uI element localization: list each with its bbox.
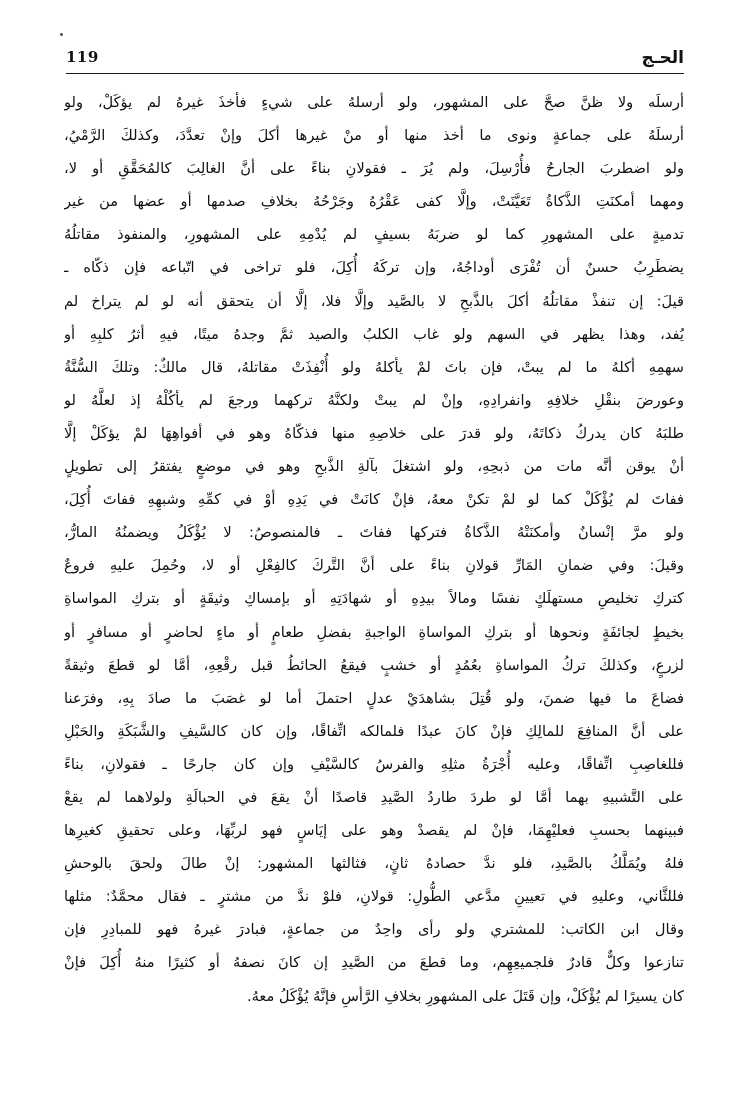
text-line: وقيلَ: وفي ضمانِ المَارِّ قولانِ بناءً على أنَّ التَّركَ كالفِعْلِ أو لا، وحُمِلَ عليهِ فروعٌ [64,557,684,575]
text-line-final: كان يسيرًا لم يُؤْكَلْ، وإن قَتَلَ على المشهورِ بخلافِ الرَّأسِ فإنَّهُ يُؤْكَلُ معهُ. [246,987,684,1005]
text-line: وقال ابن الكاتب: للمشتري ولو رأى واحِدٌ من جماعةٍ، فبادرَ غيرهُ فهو للمبادِرِ فإن [64,921,684,939]
running-head-chapter-title: الحـج [641,48,684,68]
text-line: فضاعَ ما فيها ضمنَ، ولو قُتِلَ بشاهدَيْ عدلٍ احتملَ أما لو غصَبَ ما صادَ بِهِ، وفرَعنا [64,689,684,707]
text-line: كتركِ تخليصِ مستهلَكٍ نفسًا ومالاً بيدِهِ أو شهادَتِهِ أو بإمساكِ وثيقَةٍ أو بتركِ المواساةِ [64,590,684,608]
text-line: قيلَ: إن تنفذْ مقاتلُهُ أكلَ بالذَّبحِ لا بالصَّيد وإلَّا فلا، إلَّا أن يتحقق أنه لو لم يتراخ لم [64,292,684,310]
text-line: تدميةٍ على المشهورِ كما لو ضربَهُ بسيفٍ لم يُدْمِهِ على المشهورِ، والمنفوذ مقاتلُهُ [64,226,684,244]
body-text [64,86,684,1013]
text-line: فللغاصِبِ اتِّفاقًا، وعليه أُجْرَةُ مثلِهِ والفرسُ كالسَّيْفِ وإن كان جارحًا ـ فقولانِ، بناءً [64,755,684,773]
text-line: على أنَّ المنافِعَ للمالِكِ فإنْ كانَ عبدًا فلمالكه اتِّفاقًا، وإن كان كالسَّيفِ والشَّبَكَةِ والحَبْلِ [64,722,684,740]
page-number: 119 [66,48,99,66]
text-line: ولو اضطربَ الجارحُ فأُرْسِلَ، ولم يُرَ ـ فقولانِ بناءً على أنَّ الغالِبَ كالمُحَقَّقِ أو لا، [64,160,684,178]
scan-speck [60,33,63,36]
text-line: ولو مرَّ إنْسانٌ وأمكنَتْهُ الذَّكاةُ فتركها ففاتَ ـ فالمنصوصُ: لا يُؤْكَلُ ويضمنُهُ المارُّ، [64,524,684,542]
header-rule [66,73,684,74]
text-line: أرسلَهُ على جماعةٍ ونوى ما أخذ منها أو منْ غيرها أكلَ وإنْ تعدَّدَ، وكذلكَ الرَّمْيُ، [64,127,684,145]
page-header [66,38,684,72]
text-line: طلبَهُ كان يدركُ ذكاتَهُ، ولو قدرَ على خلاصِهِ منها فذكّاهُ وهو في أفواهِهَا لمْ يؤكَلْ إلَّا [64,424,684,442]
text-line: يُفد، وهذا يظهر في السهم ولو غاب الكلبُ والصيد ثمَّ وجدهُ ميتًا، فيهِ أثرُ كلبِهِ أو [64,325,684,343]
text-line: تنازعوا وكلٌّ قادرٌ فلجميعِهِم، وما قطعَ من الصَّيدِ إن كانَ نصفهُ أو كثيرًا منهُ أُكِلَ فإنْ [64,954,684,972]
text-line: فبينهما بحسبِ فعليْهِمَا، فإنْ لم يقصدْ وهو على إيَاسٍ فهو لربِّهَا، وعلى تحقيقِ كغيرِها [64,822,684,840]
text-line: ومهما أمكنَتِ الذَّكاةُ تَعَيَّنَتْ، وإلَّا كفى عَقْرُهُ وجَرْحُهُ بخلافِ صدمها أو عضها من غير [64,193,684,211]
text-line: بخيطٍ لجائفَةٍ ونحوها أو بتركِ المواساةِ الواجبةِ بفضلِ طعامٍ أو ماءٍ لحاضرٍ أو مسافرٍ أو [64,623,684,641]
text-line: وعورضَ بنقْلِ خلافِهِ وانفرادِهِ، وإنْ لم يبتْ ولكنَّهُ تركهما ورجعَ لم يأكُلْهُ إذ لعلَّهُ لو [64,391,684,409]
text-line: أنْ يوقن أنَّه مات من ذبحِهِ، ولو اشتغلَ بآلةِ الذَّبحِ وهو في موضعٍ يفتقرُ إلى تطويلٍ [64,458,684,476]
text-line: فلهُ ويُمَلَّكُ بالصَّيدِ، فلو ندَّ حصادهُ ثانٍ، فثالثها المشهور: إنْ طالَ ولحقَ بالوحشِ [64,855,684,873]
text-line: سهمِهِ أكلهُ ما لم يبتْ، فإن باتَ لمْ يأكلهُ ولو أُنْفِذَتْ مقاتلهُ، قال مالكٌ: وتلكَ السُّنَّةُ [64,358,684,376]
text-line: فللثَّاني، وعليهِ في تعيينِ مدَّعي الطُّولِ: قولانِ، فلوْ ندَّ من مشترٍ ـ فقال محمَّدٌ: مثلها [64,888,684,906]
text-line: أرسلَه ولا ظنَّ صحَّ على المشهور، ولو أرسلهُ على شيءٍ فأخذَ غيرهُ لم يؤكَلْ، ولو [64,94,684,111]
text-line: لزرعٍ، وكذلكَ تركُ المواساةِ بعُمُدٍ أو خشبٍ فيقعُ الحائطُ قبل رقْعِهِ، أمَّا لو قطعَ وثيقةً [64,656,684,674]
text-line: ففاتَ لم يُؤْكَلْ كما لو لمْ تكنْ معهُ، فإنْ كانَتْ في يَدِهِ أوْ في كمِّهِ وشبهِهِ ففاتَ أُكِلَ، [64,491,684,509]
text-line: يضطَرِبُ حسنٌ أن تُفْرَى أوداجُهُ، وإن تركَهُ أُكِلَ، فلو تراخى في اتّباعه فإن ذكّاه ـ [64,259,684,277]
text-line: على التَّشبيهِ بهما أمَّا لو طردَ طاردُ الصَّيدِ قاصدًا أنْ يقعَ في الحبالَةِ ولولاهما لم يقعْ [64,788,684,806]
